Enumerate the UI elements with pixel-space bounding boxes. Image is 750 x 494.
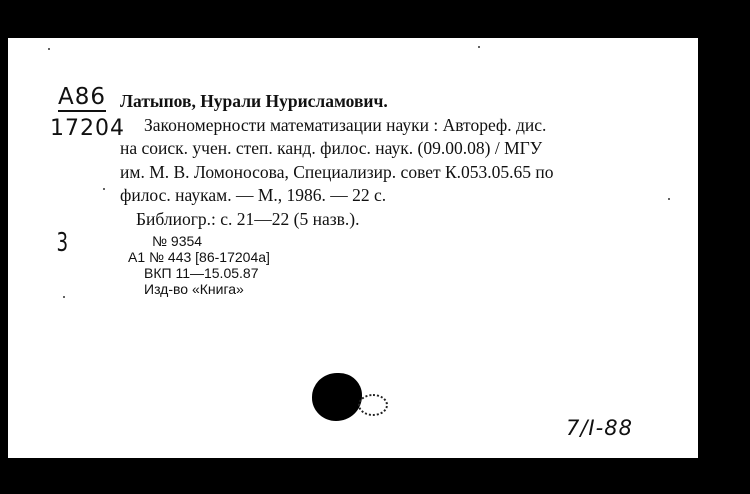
handwritten-mark: 3 — [56, 228, 69, 258]
author-heading: Латыпов, Нурали Нурисламович. — [120, 91, 388, 111]
description-line-1: Закономерности математизации науки : Автореф. дис. — [144, 114, 547, 135]
description-line-3: им. М. В. Ломоносова, Специализир. совет К.053.05.65 по — [120, 161, 554, 182]
record-vkp: ВКП 11—15.05.87 — [144, 265, 259, 281]
ink-smudge — [358, 394, 388, 416]
catalog-card — [8, 38, 698, 458]
call-number-top: А86 — [58, 84, 107, 110]
record-registration: А1 № 443 [86-17204а] — [128, 249, 270, 265]
dust-speck — [668, 198, 670, 200]
dust-speck — [63, 296, 65, 298]
dust-speck — [103, 188, 105, 190]
record-publisher: Изд-во «Книга» — [144, 281, 244, 297]
ink-blot — [312, 373, 362, 421]
bibliography-note: Библиогр.: с. 21—22 (5 назв.). — [136, 208, 360, 229]
description-line-2: на соиск. учен. степ. канд. филос. наук. (09.00.08) / МГУ — [120, 138, 543, 158]
handwritten-date: 7/I-88 — [566, 416, 633, 440]
dust-speck — [48, 48, 50, 50]
record-metadata — [128, 233, 270, 297]
call-number-bottom: 17204 — [50, 116, 125, 141]
dust-speck — [478, 46, 480, 48]
description-line-4: филос. наукам. — М., 1986. — 22 с. — [120, 185, 387, 205]
catalog-entry — [120, 90, 698, 231]
record-number: № 9354 — [152, 233, 203, 249]
